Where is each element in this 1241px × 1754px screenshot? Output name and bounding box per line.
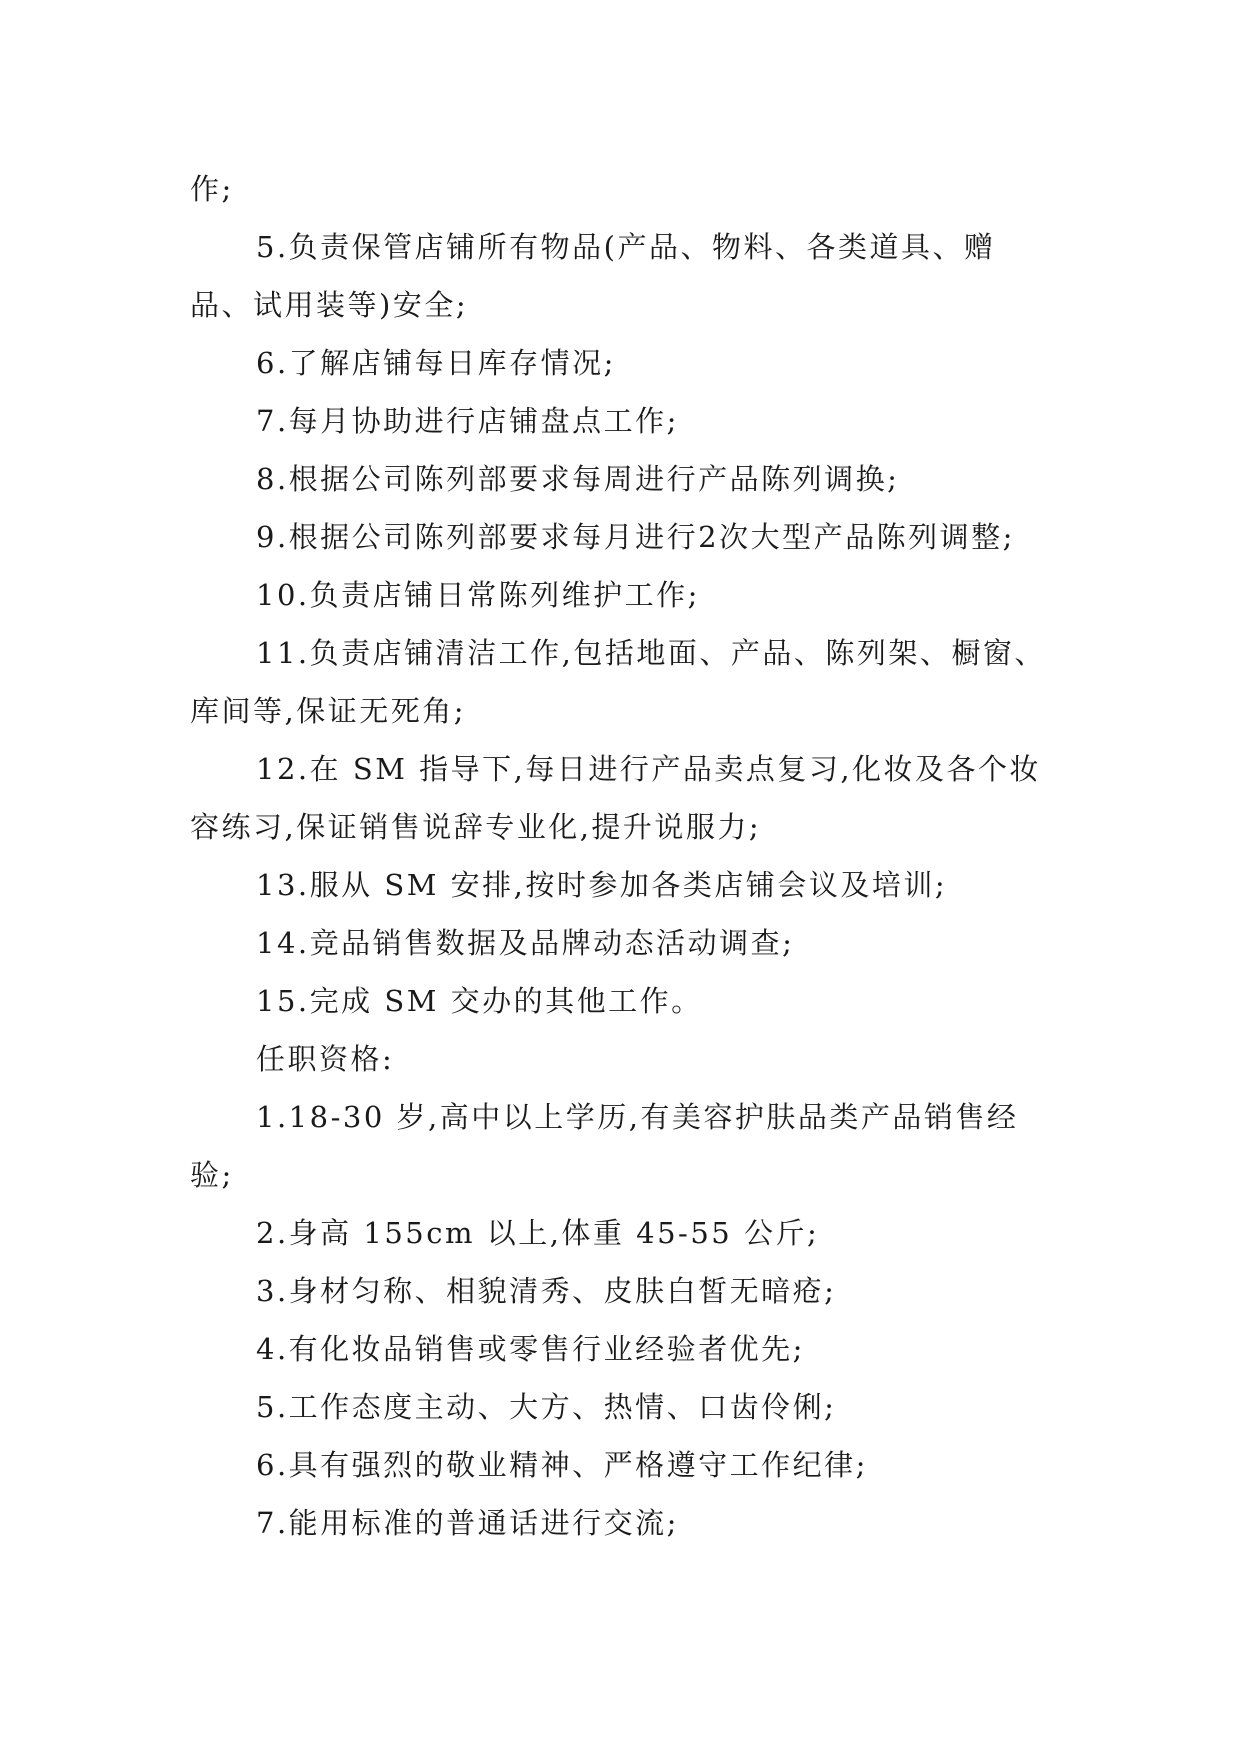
text-line: 验; [190,1158,234,1192]
text-line: 库间等,保证无死角; [190,694,466,728]
text-line: 1.18-30 岁,高中以上学历,有美容护肤品类产品销售经 [256,1100,1019,1134]
text-line: 4.有化妆品销售或零售行业经验者优先; [256,1332,805,1366]
text-line: 2.身高 155cm 以上,体重 45-55 公斤; [256,1216,820,1250]
document-body [190,160,1060,1552]
text-line: 6.具有强烈的敬业精神、严格遵守工作纪律; [256,1448,868,1482]
text-line: 7.每月协助进行店铺盘点工作; [256,404,679,438]
text-line: 品、试用装等)安全; [190,288,469,322]
text-line: 15.完成 SM 交办的其他工作。 [256,984,703,1018]
section-heading: 任职资格: [256,1042,395,1076]
text-line: 9.根据公司陈列部要求每月进行2次大型产品陈列调整; [256,520,1015,554]
text-line: 5.工作态度主动、大方、热情、口齿伶俐; [256,1390,837,1424]
text-line: 作; [190,172,234,206]
text-line: 13.服从 SM 安排,按时参加各类店铺会议及培训; [256,868,948,902]
text-line: 7.能用标准的普通话进行交流; [256,1506,679,1540]
text-line: 14.竞品销售数据及品牌动态活动调查; [256,926,795,960]
text-line: 8.根据公司陈列部要求每周进行产品陈列调换; [256,462,900,496]
text-line: 5.负责保管店铺所有物品(产品、物料、各类道具、赠 [256,230,996,264]
text-line: 6.了解店铺每日库存情况; [256,346,616,380]
text-line: 3.身材匀称、相貌清秀、皮肤白皙无暗疮; [256,1274,837,1308]
text-line: 10.负责店铺日常陈列维护工作; [256,578,700,612]
text-line: 12.在 SM 指导下,每日进行产品卖点复习,化妆及各个妆 [256,752,1042,786]
text-line: 11.负责店铺清洁工作,包括地面、产品、陈列架、橱窗、 [256,636,1046,670]
text-line: 容练习,保证销售说辞专业化,提升说服力; [190,810,762,844]
